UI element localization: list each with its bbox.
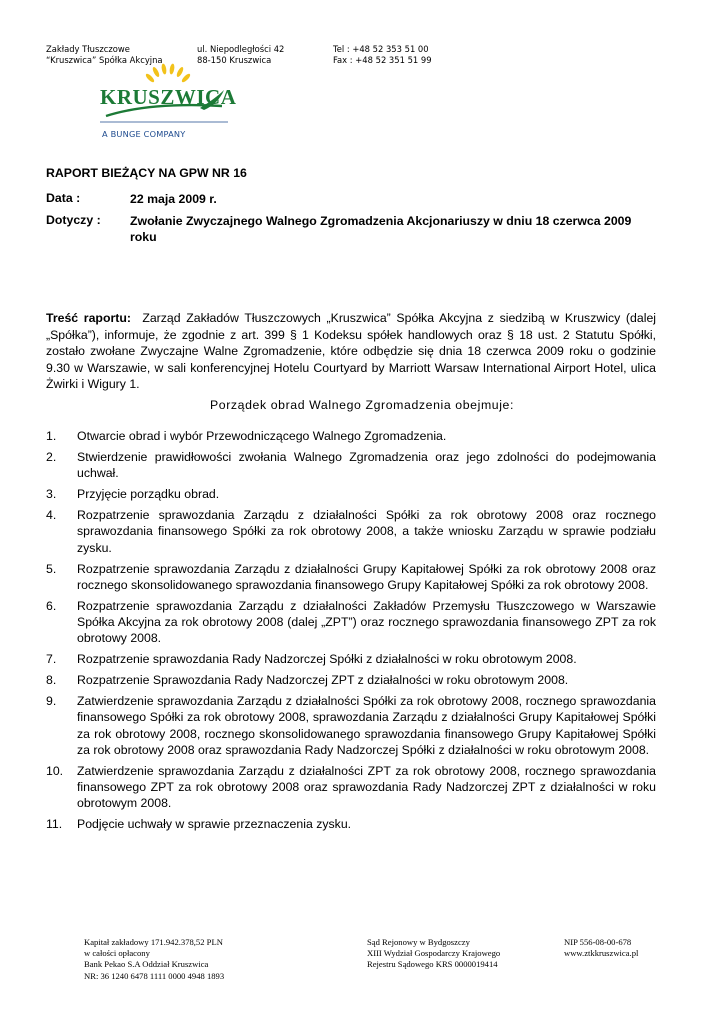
nip-number: NIP 556-08-00-678 [564, 937, 632, 947]
court-line2: XIII Wydział Gospodarczy Krajowego [367, 948, 501, 959]
footer-capital [84, 937, 224, 982]
kruszwica-logo [100, 62, 237, 144]
report-title: RAPORT BIEŻĄCY NA GPW NR 16 [46, 166, 247, 180]
website-link[interactable]: www.ztkkruszwica.pl [564, 948, 639, 959]
date-label: Data : [46, 191, 81, 205]
date-value: 22 maja 2009 r. [130, 192, 217, 206]
subject-label: Dotyczy : [46, 213, 101, 227]
agenda-item-text: Otwarcie obrad i wybór Przewodniczącego Walnego Zgromadzenia. [77, 429, 447, 443]
agenda-item-text: Zatwierdzenie sprawozdania Zarządu z działalności ZPT za rok obrotowy 2008, rocznego sprawozdania finansowego ZPT za rok obrotowy 2008 oraz sprawozdania Rady Nadzorczej ZPT z działalności w roku obrotowym 2008. [77, 763, 656, 811]
agenda-item-number: 7. [46, 652, 57, 667]
bank-line2: NR: 36 1240 6478 1111 0000 4948 1893 [84, 970, 225, 981]
fax-number: Fax : +48 52 351 51 99 [333, 54, 432, 65]
agenda-item [46, 486, 656, 502]
agenda-item [46, 449, 656, 481]
agenda-item-number: 8. [46, 673, 57, 688]
agenda-item-text: Przyjęcie porządku obrad. [77, 487, 220, 502]
agenda-item-number: 3. [46, 487, 57, 502]
court-line1: Sąd Rejonowy w Bydgoszczy [367, 937, 470, 947]
agenda-item-number: 11. [46, 817, 63, 832]
subject-value: Zwołanie Zwyczajnego Walnego Zgromadzenia Akcjonariuszy w dniu 18 czerwca 2009 roku [130, 214, 632, 244]
body-text: Zarząd Zakładów Tłuszczowych „Kruszwica” Spółka Akcyjna z siedzibą w Kruszwicy (dalej „Spółka”), informuje, że zgodnie z art. 399 § 1 Kodeksu spółek handlowych oraz § 18 ust. 2 Statutu Spółki, zostało zwołane Zwyczajne Walne Zgromadzenie, które odbędzie się dnia 18 czerwca 2009 roku o godzinie 9.30 w Warszawie, w sali konferencyjnej Hotelu Courtyard by Marriott Warsaw International Airport Hotel, ulica Żwirki i Wigury 1. [46, 311, 657, 392]
agenda-item-text: Zatwierdzenie sprawozdania Zarządu z działalności Spółki za rok obrotowy 2008, rocznego sprawozdania finansowego Spółki za rok obrotowy 2008, sprawozdania Zarządu z działalności Grupy Kapitałowej Spółki za rok obrotowy 2008, rocznego skonsolidowanego sprawozdania finansowego Grupy Kapitałowej Spółki za rok obrotowy 2008 oraz sprawozdania Rady Nadzorczej Spółki z działalności w roku obrotowym 2008. [77, 694, 656, 757]
agenda-item [46, 507, 656, 556]
tel-number: Tel : +48 52 353 51 00 [333, 44, 429, 54]
agenda-item-number: 2. [46, 450, 57, 464]
agenda-item [46, 598, 656, 647]
agenda-item [46, 693, 656, 758]
agenda-item-text: Rozpatrzenie sprawozdania Zarządu z działalności Spółki za rok obrotowy 2008 oraz rocznego sprawozdania finansowego Spółki za rok obrotowy 2008, a także wniosku Zarządu w sprawie podziału zysku. [77, 508, 656, 555]
agenda-item-text: Stwierdzenie prawidłowości zwołania Walnego Zgromadzenia oraz jego zdolności do podejmowania uchwał. [77, 450, 656, 481]
address-line1: ul. Niepodległości 42 [197, 44, 285, 54]
logo-wordmark: KRUSZWICA [100, 85, 237, 109]
agenda-item [46, 561, 656, 593]
agenda-item-text: Rozpatrzenie Sprawozdania Rady Nadzorczej ZPT z działalności w roku obrotowym 2008. [77, 673, 569, 688]
header-contact [333, 44, 432, 65]
agenda-item [46, 672, 656, 688]
agenda-title: Porządek obrad Walnego Zgromadzenia obejmuje: [209, 398, 515, 412]
agenda-item-text: Rozpatrzenie sprawozdania Rady Nadzorczej Spółki z działalności w roku obrotowym 2008. [77, 652, 577, 667]
company-name-line1: Zakłady Tłuszczowe [46, 44, 130, 54]
agenda-item-number: 10. [46, 763, 64, 778]
agenda-item [46, 763, 656, 812]
agenda-item [46, 428, 656, 444]
agenda-item-number: 1. [46, 429, 57, 443]
agenda-item-number: 4. [46, 508, 57, 523]
bank-line1: Bank Pekao S.A Oddział Kruszwica [84, 959, 209, 970]
report-body [46, 310, 656, 393]
agenda-item-number: 6. [46, 598, 57, 613]
footer-nip [564, 937, 638, 959]
agenda-item-text: Rozpatrzenie sprawozdania Zarządu z działalności Zakładów Przemysłu Tłuszczowego w Warszawie Spółka Akcyjna za rok obrotowy 2008 (dalej „ZPT”) oraz rocznego sprawozdania finansowego ZPT za rok obrotowy 2008. [77, 598, 656, 646]
court-line3: Rejestru Sądowego KRS 0000019414 [367, 959, 498, 970]
agenda-item [46, 816, 656, 832]
agenda-item-text: Rozpatrzenie sprawozdania Zarządu z działalności Grupy Kapitałowej Spółki za rok obrotowy 2008 oraz rocznego skonsolidowanego sprawozdania finansowego Grupy Kapitałowej Spółki za rok obrotowy 2008. [77, 561, 656, 592]
footer-court [367, 937, 500, 971]
agenda-item-number: 9. [46, 694, 57, 709]
capital-line2: w całości opłacony [84, 948, 150, 959]
agenda-list [46, 428, 656, 837]
agenda-item [46, 651, 656, 667]
agenda-item-text: Podjęcie uchwały w sprawie przeznaczenia zysku. [77, 817, 352, 832]
capital-line1: Kapitał zakładowy 171.942.378,52 PLN [84, 937, 223, 947]
agenda-item-number: 5. [46, 561, 57, 576]
address-line2: 88-150 Kruszwica [197, 54, 272, 65]
body-label: Treść raportu: [46, 311, 131, 325]
company-name-line2: “Kruszwica” Spółka Akcyjna [46, 54, 163, 65]
logo-tagline: A BUNGE COMPANY [102, 129, 186, 139]
